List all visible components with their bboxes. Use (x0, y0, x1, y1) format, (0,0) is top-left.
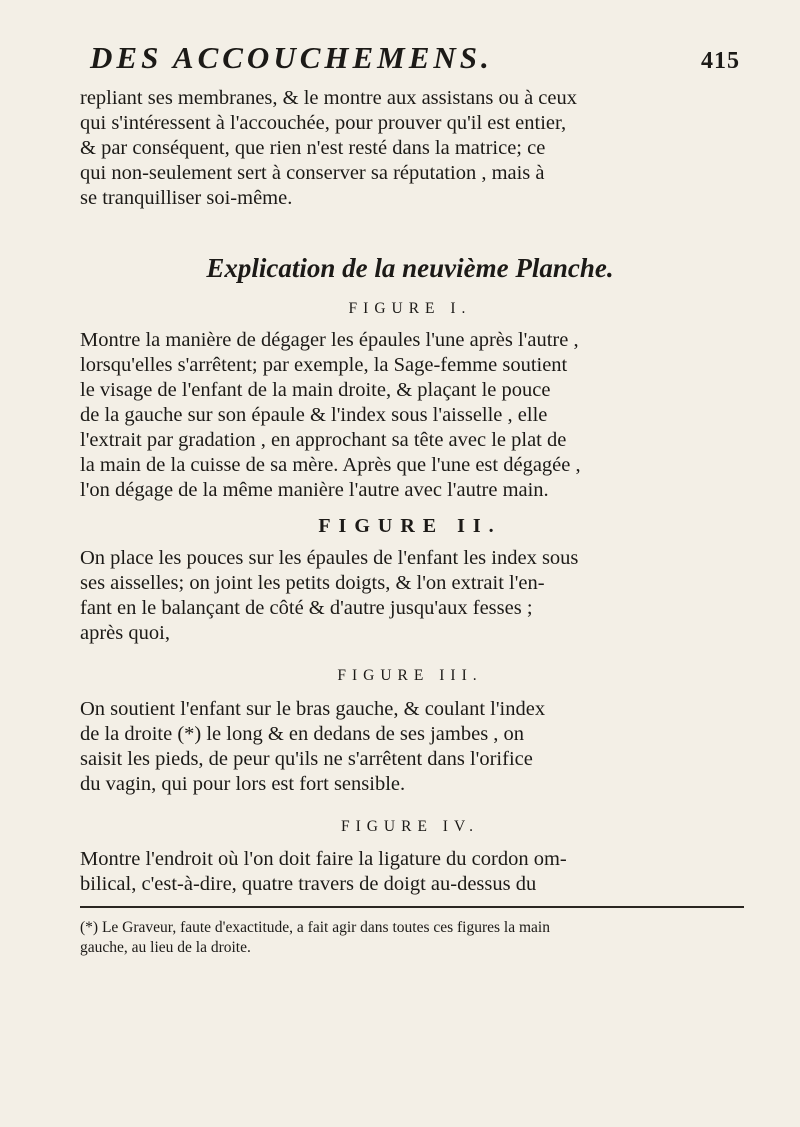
text-line: On place les pouces sur les épaules de l'enfant les index sous (80, 547, 579, 569)
text-line: lorsqu'elles s'arrêtent; par exemple, la Sage-femme soutient (80, 354, 568, 376)
text-line: saisit les pieds, de peur qu'ils ne s'arrêtent dans l'orifice (80, 748, 533, 770)
footnote-divider (80, 906, 744, 908)
text-line: repliant ses membranes, & le montre aux assistans ou à ceux (80, 87, 577, 109)
text-line: de la gauche sur son épaule & l'index sous l'aisselle , elle (80, 404, 548, 426)
text-line: On soutient l'enfant sur le bras gauche, & coulant l'index (80, 698, 546, 720)
figure-heading-1: FIGURE I. (348, 300, 472, 317)
text-line: fant en le balançant de côté & d'autre jusqu'aux fesses ; (80, 597, 533, 619)
text-line: qui s'intéressent à l'accouchée, pour prouver qu'il est entier, (80, 112, 567, 134)
text-line: de la droite (*) le long & en dedans de ses jambes , on (80, 723, 525, 745)
figure-3-paragraph (80, 697, 740, 797)
running-title: DES ACCOUCHEMENS. (90, 40, 493, 75)
text-line: qui non-seulement sert à conserver sa réputation , mais à (80, 162, 545, 184)
text-line: bilical, c'est-à-dire, quatre travers de doigt au-dessus du (80, 873, 537, 895)
figure-heading-4: FIGURE IV. (340, 818, 480, 835)
text-line: & par conséquent, que rien n'est resté dans la matrice; ce (80, 137, 546, 159)
text-line: la main de la cuisse de sa mère. Après que l'une est dégagée , (80, 454, 581, 476)
figure-heading-3: FIGURE III. (337, 667, 483, 684)
page-header (90, 40, 740, 86)
text-line: le visage de l'enfant de la main droite, & plaçant le pouce (80, 379, 551, 401)
footnote-line: gauche, au lieu de la droite. (80, 939, 251, 956)
text-line: Montre la manière de dégager les épaules l'une après l'autre , (80, 329, 579, 351)
text-line: l'on dégage de la même manière l'autre avec l'autre main. (80, 479, 549, 501)
text-line: du vagin, qui pour lors est fort sensible. (80, 773, 406, 795)
page-number: 415 (701, 48, 740, 74)
figure-heading-2: FIGURE II. (318, 515, 502, 537)
figure-2-paragraph (80, 546, 740, 646)
figure-1-paragraph (80, 328, 740, 503)
intro-paragraph (80, 86, 740, 211)
text-line: Montre l'endroit où l'on doit faire la ligature du cordon om- (80, 848, 567, 870)
text-line: l'extrait par gradation , en approchant sa tête avec le plat de (80, 429, 567, 451)
text-line: se tranquilliser soi-même. (80, 187, 293, 209)
text-line: après quoi, (80, 622, 170, 644)
section-title: Explication de la neuvième Planche. (206, 253, 614, 283)
figure-4-paragraph (80, 847, 740, 897)
footnote-line: (*) Le Graveur, faute d'exactitude, a fait agir dans toutes ces figures la main (80, 919, 550, 936)
text-line: ses aisselles; on joint les petits doigts, & l'on extrait l'en- (80, 572, 545, 594)
footnote (80, 918, 744, 958)
